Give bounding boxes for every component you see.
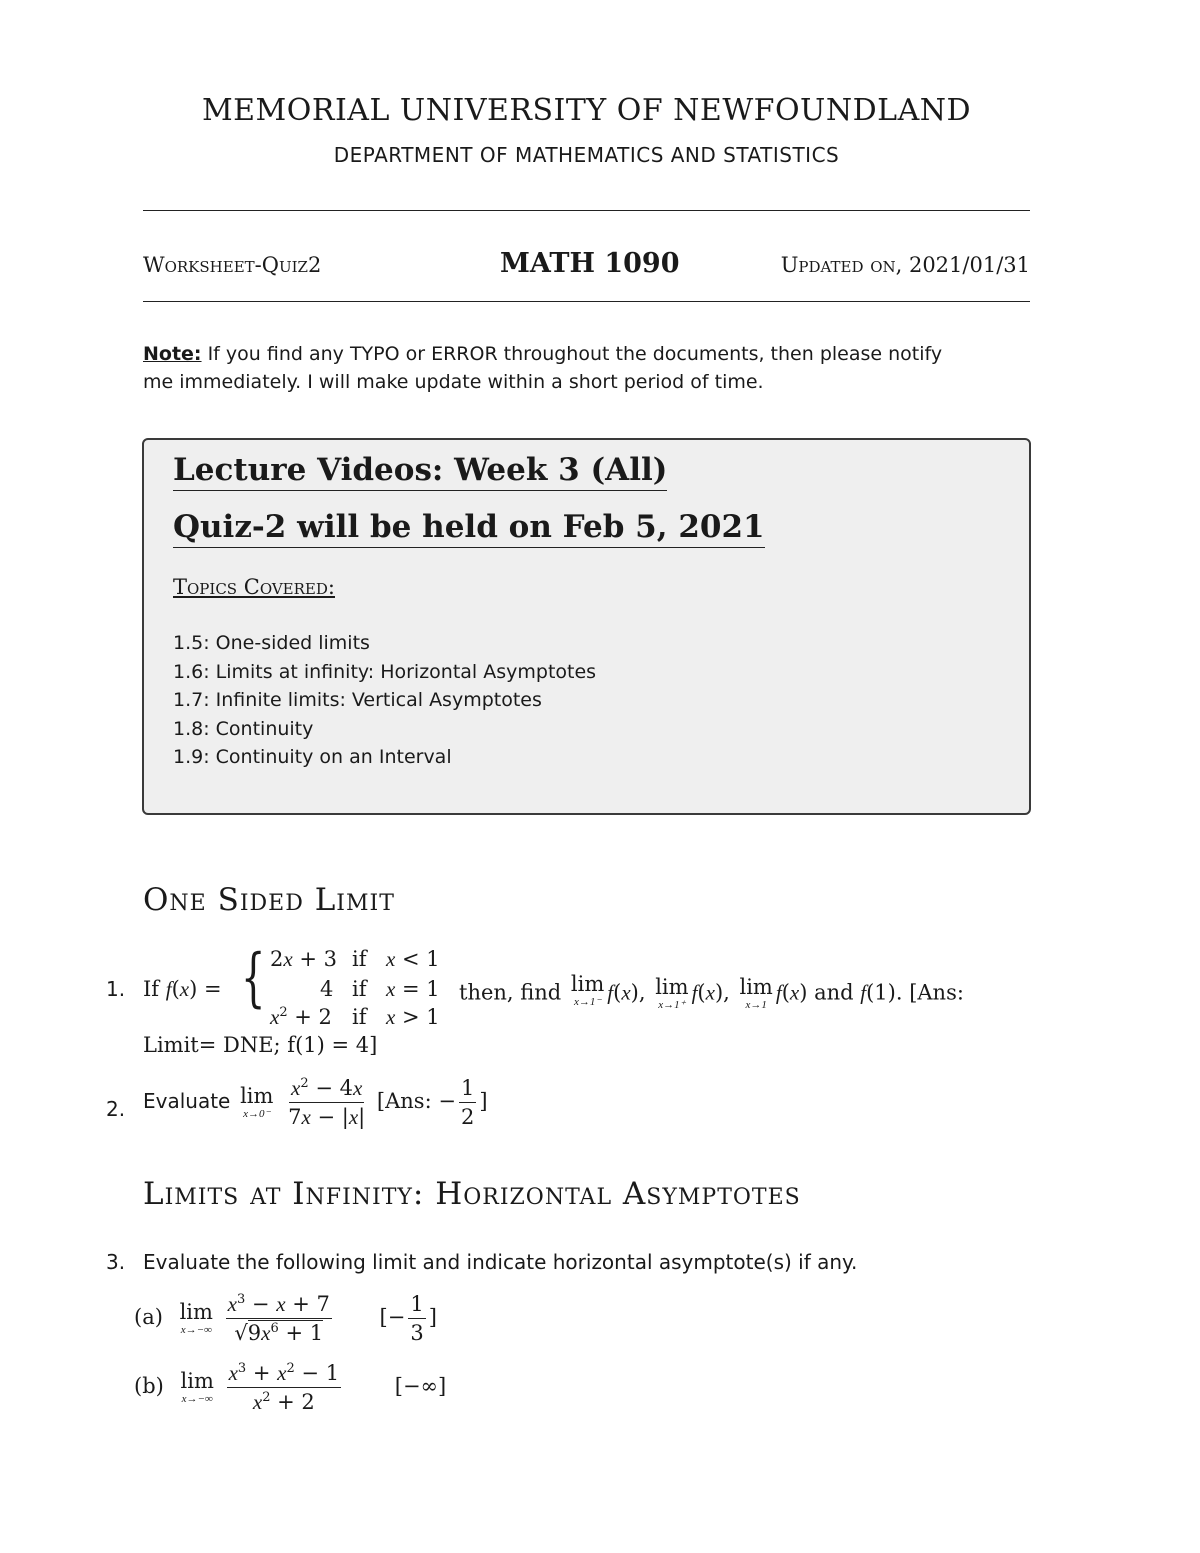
note [143,340,1033,396]
updated-date: Updated on, 2021/01/31 [780,253,1030,277]
evaluate-label: Evaluate [143,1089,231,1114]
problem-number: 1. [106,977,126,1001]
course-code: MATH 1090 [500,248,680,279]
lecture-videos-heading: Lecture Videos: Week 3 (All) [173,452,667,491]
problem-number: 2. [106,1097,126,1121]
part-b-label: (b) [134,1374,164,1399]
topic-item: 1.9: Continuity on an Interval [173,746,452,768]
bottom-rule [143,301,1030,302]
section-heading-infinity: Limits at Infinity: Horizontal Asymptotes [143,1176,801,1212]
problem-3b: (b) lim x→−∞ $\frac{x^3 + x^2 - 1}{x^2 + 2}$ [−∞] [134,1361,447,1415]
topics-covered-title: Topics Covered: [173,575,335,599]
note-line-2: me immediately. I will make update within a short period of time. [143,371,764,393]
topic-item: 1.8: Continuity [173,718,314,740]
quiz-date-heading: Quiz-2 will be held on Feb 5, 2021 [173,509,765,548]
topic-item: 1.5: One-sided limits [173,632,370,654]
problem-number: 3. [106,1250,126,1274]
note-label: Note: [143,343,202,365]
topic-item: 1.7: Infinite limits: Vertical Asymptotes [173,689,542,711]
problem-2-statement: Evaluate lim x→0⁻ $\frac{x^2 - 4x}{7x - |x|}$ [Ans: − $\frac{1}{2}$ ] [143,1076,488,1130]
problem-3a: (a) lim x→−∞ $\frac{x^3 - x + 7}{√9x^6 + 1}$ [− $\frac{1}{3}$ ] [134,1292,437,1346]
problem-3-statement: Evaluate the following limit and indicate horizontal asymptote(s) if any. [143,1250,858,1274]
part-a-label: (a) [134,1305,163,1330]
top-rule [143,210,1030,211]
problem-1-answer: Limit= DNE; f(1) = 4] [143,1033,378,1057]
problem-1-statement: If f(x) = { 2x + 3 if x < 1 4 if x = 1 $x^2 + 2$ if x > 1 then, find lim x→1⁻ f(x), lim x→1⁺ f(x), lim x→1 f(x) and f(1). [Ans: [143,941,964,1029]
department-title: DEPARTMENT OF MATHEMATICS AND STATISTICS [333,143,840,167]
topic-item: 1.6: Limits at infinity: Horizontal Asymptotes [173,661,597,683]
section-heading-one-sided: One Sided Limit [143,882,395,918]
worksheet-label: Worksheet-Quiz2 [143,253,322,277]
university-title: MEMORIAL UNIVERSITY OF NEWFOUNDLAND [201,93,972,128]
note-line-1: If you find any TYPO or ERROR throughout the documents, then please notify [207,343,943,365]
